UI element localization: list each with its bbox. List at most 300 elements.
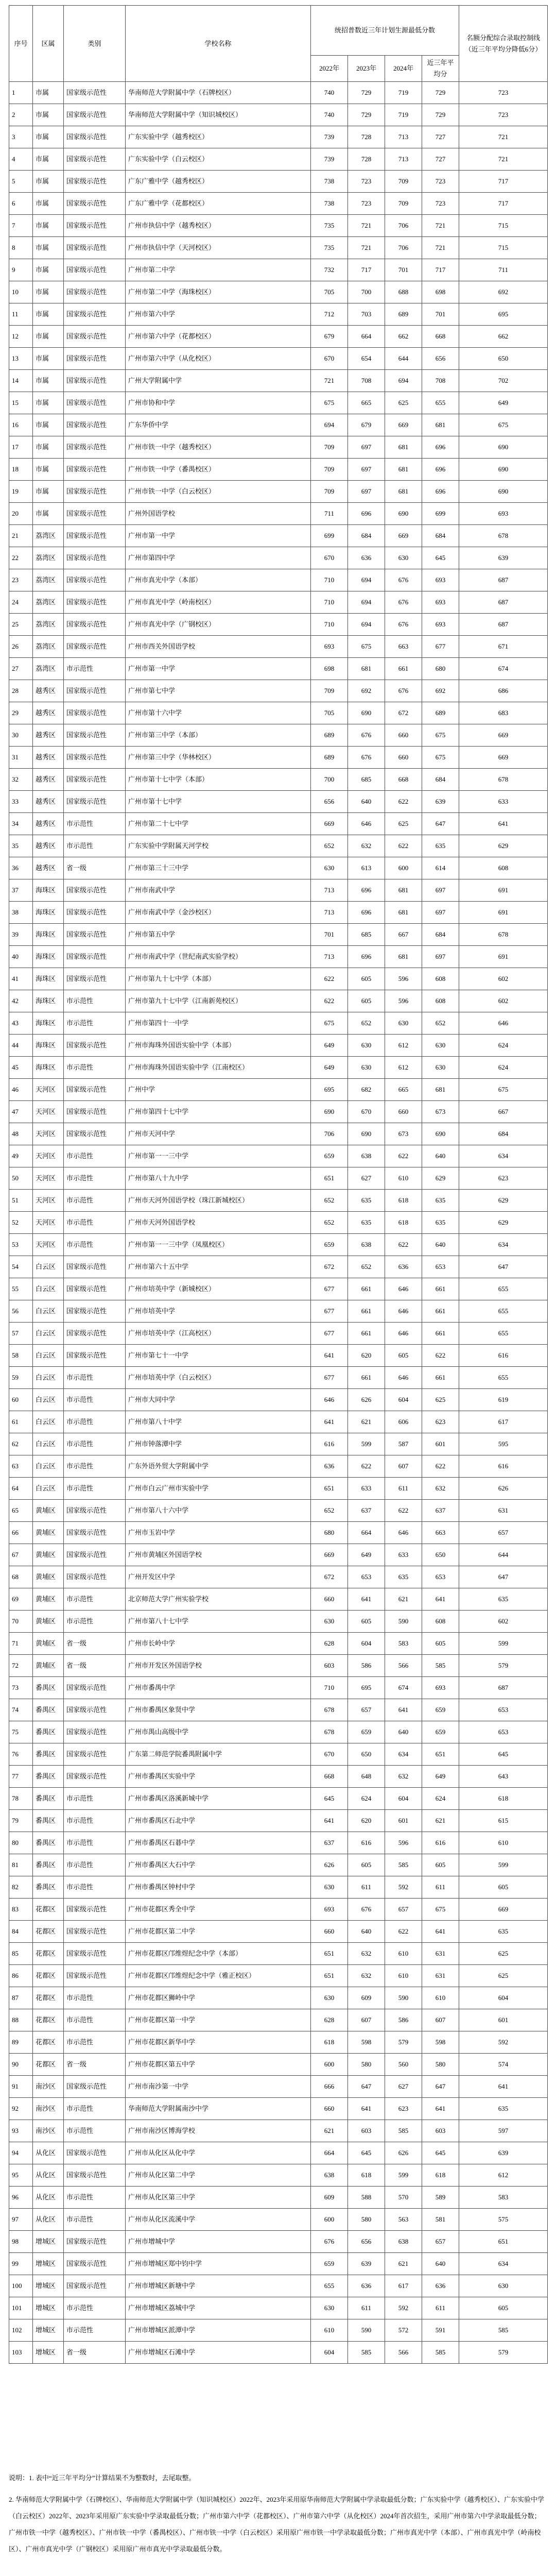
cell-quota: 721	[459, 148, 548, 171]
cell-quota: 678	[459, 525, 548, 547]
table-row	[9, 1345, 548, 1367]
table-row	[9, 1832, 548, 1854]
cell-district: 天河区	[33, 1145, 64, 1167]
cell-category: 国家级示范性	[64, 879, 126, 902]
cell-district: 白云区	[33, 1411, 64, 1433]
cell-avg: 605	[422, 1633, 459, 1655]
cell-no: 85	[9, 1943, 33, 1965]
cell-school: 广州市铁一中学（白云校区）	[126, 481, 311, 503]
cell-category: 国家级示范性	[64, 370, 126, 392]
cell-2023: 694	[348, 569, 385, 591]
cell-2023: 695	[348, 1677, 385, 1699]
cell-category: 市示范性	[64, 1145, 126, 1167]
cell-2022: 636	[311, 1455, 348, 1478]
cell-2024: 681	[385, 879, 422, 902]
cell-2023: 590	[348, 2319, 385, 2342]
cell-2024: 681	[385, 436, 422, 459]
cell-2023: 641	[348, 1588, 385, 1611]
cell-school: 广州市长岭中学	[126, 1633, 311, 1655]
cell-2024: 592	[385, 1876, 422, 1899]
cell-school: 广州市花都区第五中学	[126, 2054, 311, 2076]
cell-category: 国家级示范性	[64, 436, 126, 459]
table-row	[9, 2142, 548, 2164]
cell-no: 57	[9, 1323, 33, 1345]
cell-category: 国家级示范性	[64, 902, 126, 924]
cell-category: 国家级示范性	[64, 82, 126, 104]
cell-2023: 627	[348, 1167, 385, 1190]
cell-avg: 605	[422, 1854, 459, 1876]
cell-no: 93	[9, 2120, 33, 2142]
cell-quota: 644	[459, 1544, 548, 1566]
cell-2024: 625	[385, 813, 422, 835]
cell-school: 华南师范大学附属南沙中学	[126, 2098, 311, 2120]
table-row	[9, 104, 548, 126]
cell-2023: 661	[348, 1323, 385, 1345]
cell-2023: 646	[348, 813, 385, 835]
cell-no: 31	[9, 747, 33, 769]
cell-category: 市示范性	[64, 1611, 126, 1633]
cell-2022: 646	[311, 1389, 348, 1411]
cell-no: 96	[9, 2187, 33, 2209]
cell-no: 68	[9, 1566, 33, 1588]
cell-category: 国家级示范性	[64, 702, 126, 724]
cell-2024: 633	[385, 1544, 422, 1566]
cell-district: 白云区	[33, 1433, 64, 1455]
cell-school: 广州市番禺区洛溪新城中学	[126, 1788, 311, 1810]
cell-2024: 676	[385, 591, 422, 614]
cell-school: 广州市第八十九中学	[126, 1167, 311, 1190]
table-row	[9, 1500, 548, 1522]
table-row	[9, 1190, 548, 1212]
cell-no: 95	[9, 2164, 33, 2187]
cell-school: 广州市培英中学（江高校区）	[126, 1323, 311, 1345]
cell-quota: 653	[459, 1721, 548, 1743]
cell-quota: 617	[459, 1411, 548, 1433]
cell-category: 国家级示范性	[64, 924, 126, 946]
cell-avg: 675	[422, 1899, 459, 1921]
notes-section	[9, 2492, 547, 2576]
cell-no: 65	[9, 1500, 33, 1522]
table-header	[9, 6, 548, 82]
cell-no: 29	[9, 702, 33, 724]
cell-2024: 646	[385, 1367, 422, 1389]
cell-category: 市示范性	[64, 1810, 126, 1832]
table-row	[9, 1411, 548, 1433]
table-row	[9, 326, 548, 348]
cell-2024: 600	[385, 857, 422, 879]
cell-2024: 668	[385, 769, 422, 791]
cell-category: 国家级示范性	[64, 1256, 126, 1278]
cell-district: 越秀区	[33, 835, 64, 857]
table-body	[9, 82, 548, 2364]
cell-2022: 628	[311, 1633, 348, 1655]
cell-district: 市属	[33, 436, 64, 459]
cell-2024: 681	[385, 902, 422, 924]
cell-school: 广州市黄埔区外国语学校	[126, 1544, 311, 1566]
header-2022: 2022年	[311, 56, 348, 82]
cell-district: 南沙区	[33, 2120, 64, 2142]
cell-2023: 586	[348, 1655, 385, 1677]
cell-quota: 597	[459, 2120, 548, 2142]
cell-school: 广州市大同中学	[126, 1389, 311, 1411]
cell-2024: 607	[385, 1455, 422, 1478]
cell-2023: 585	[348, 2342, 385, 2364]
cell-2022: 693	[311, 1899, 348, 1921]
cell-no: 100	[9, 2275, 33, 2297]
cell-school: 广州开发区中学	[126, 1566, 311, 1588]
cell-quota: 610	[459, 1832, 548, 1854]
cell-category: 国家级示范性	[64, 1300, 126, 1323]
cell-category: 市示范性	[64, 1367, 126, 1389]
cell-2024: 596	[385, 1832, 422, 1854]
table-row	[9, 769, 548, 791]
cell-2023: 696	[348, 946, 385, 968]
cell-2024: 681	[385, 946, 422, 968]
cell-avg: 721	[422, 237, 459, 259]
cell-2024: 636	[385, 1256, 422, 1278]
cell-2023: 652	[348, 1012, 385, 1035]
cell-school: 广州市海珠外国语实验中学（江南校区）	[126, 1057, 311, 1079]
cell-quota: 605	[459, 2297, 548, 2319]
cell-2022: 637	[311, 1832, 348, 1854]
cell-2024: 640	[385, 1721, 422, 1743]
cell-2024: 612	[385, 1035, 422, 1057]
cell-avg: 616	[422, 1832, 459, 1854]
cell-2022: 710	[311, 614, 348, 636]
cell-category: 国家级示范性	[64, 1965, 126, 1987]
cell-2024: 709	[385, 171, 422, 193]
cell-2022: 713	[311, 946, 348, 968]
cell-category: 国家级示范性	[64, 1123, 126, 1145]
cell-category: 国家级示范性	[64, 503, 126, 525]
cell-quota: 721	[459, 126, 548, 148]
table-row	[9, 1079, 548, 1101]
cell-2024: 665	[385, 1079, 422, 1101]
cell-category: 国家级示范性	[64, 525, 126, 547]
cell-2024: 669	[385, 414, 422, 436]
cell-category: 市示范性	[64, 1854, 126, 1876]
cell-2024: 646	[385, 1278, 422, 1300]
cell-2023: 721	[348, 215, 385, 237]
cell-avg: 645	[422, 547, 459, 569]
cell-quota: 635	[459, 2098, 548, 2120]
cell-2022: 740	[311, 104, 348, 126]
cell-quota: 639	[459, 547, 548, 569]
cell-quota: 616	[459, 1345, 548, 1367]
cell-no: 70	[9, 1611, 33, 1633]
cell-2022: 659	[311, 2253, 348, 2275]
cell-no: 62	[9, 1433, 33, 1455]
cell-quota: 653	[459, 1699, 548, 1721]
cell-no: 40	[9, 946, 33, 968]
cell-district: 增城区	[33, 2297, 64, 2319]
cell-2024: 660	[385, 747, 422, 769]
cell-2023: 607	[348, 2009, 385, 2031]
cell-quota: 690	[459, 481, 548, 503]
cell-category: 国家级示范性	[64, 1699, 126, 1721]
cell-2022: 641	[311, 1411, 348, 1433]
cell-2023: 636	[348, 2275, 385, 2297]
cell-quota: 693	[459, 503, 548, 525]
cell-2023: 661	[348, 1278, 385, 1300]
cell-quota: 657	[459, 1522, 548, 1544]
cell-no: 19	[9, 481, 33, 503]
cell-category: 国家级示范性	[64, 259, 126, 281]
cell-2024: 566	[385, 2342, 422, 2364]
cell-2023: 654	[348, 348, 385, 370]
cell-no: 102	[9, 2319, 33, 2342]
cell-district: 花都区	[33, 1943, 64, 1965]
cell-2023: 681	[348, 658, 385, 680]
cell-2024: 618	[385, 1212, 422, 1234]
cell-category: 省一级	[64, 857, 126, 879]
cell-avg: 701	[422, 303, 459, 326]
table-row	[9, 2054, 548, 2076]
cell-category: 市示范性	[64, 1389, 126, 1411]
cell-no: 75	[9, 1721, 33, 1743]
cell-district: 荔湾区	[33, 547, 64, 569]
cell-school: 广州市执信中学（越秀校区）	[126, 215, 311, 237]
cell-avg: 661	[422, 1278, 459, 1300]
cell-2024: 622	[385, 1145, 422, 1167]
cell-avg: 645	[422, 2142, 459, 2164]
cell-2022: 698	[311, 658, 348, 680]
table-row	[9, 591, 548, 614]
cell-quota: 619	[459, 1389, 548, 1411]
cell-school: 广州市第二中学（海珠校区）	[126, 281, 311, 303]
cell-no: 30	[9, 724, 33, 747]
cell-no: 39	[9, 924, 33, 946]
cell-category: 市示范性	[64, 658, 126, 680]
cell-district: 市属	[33, 370, 64, 392]
table-row	[9, 2342, 548, 2364]
table-row	[9, 1943, 548, 1965]
cell-avg: 689	[422, 702, 459, 724]
cell-quota: 695	[459, 303, 548, 326]
table-row	[9, 2297, 548, 2319]
cell-2024: 676	[385, 680, 422, 702]
cell-2024: 610	[385, 1965, 422, 1987]
cell-2023: 728	[348, 148, 385, 171]
cell-quota: 599	[459, 1854, 548, 1876]
cell-school: 华南师范大学附属中学（石牌校区）	[126, 82, 311, 104]
cell-2024: 605	[385, 1345, 422, 1367]
cell-2023: 703	[348, 303, 385, 326]
cell-school: 广州市第四中学	[126, 547, 311, 569]
cell-school: 华南师范大学附属中学（知识城校区）	[126, 104, 311, 126]
cell-avg: 656	[422, 348, 459, 370]
cell-avg: 727	[422, 126, 459, 148]
cell-2023: 650	[348, 1743, 385, 1766]
cell-2024: 566	[385, 1655, 422, 1677]
table-row	[9, 1721, 548, 1743]
cell-no: 88	[9, 2009, 33, 2031]
cell-2022: 610	[311, 2319, 348, 2342]
cell-2022: 603	[311, 1655, 348, 1677]
cell-2022: 738	[311, 193, 348, 215]
table-row	[9, 1389, 548, 1411]
cell-2022: 651	[311, 1167, 348, 1190]
cell-no: 45	[9, 1057, 33, 1079]
table-row	[9, 1766, 548, 1788]
cell-2023: 640	[348, 791, 385, 813]
cell-2023: 692	[348, 680, 385, 702]
cell-category: 市示范性	[64, 1234, 126, 1256]
cell-2024: 611	[385, 1478, 422, 1500]
cell-avg: 630	[422, 1035, 459, 1057]
cell-category: 市示范性	[64, 1433, 126, 1455]
cell-district: 海珠区	[33, 990, 64, 1012]
table-row	[9, 1455, 548, 1478]
table-row	[9, 879, 548, 902]
cell-quota: 723	[459, 82, 548, 104]
cell-school: 广东实验中学（越秀校区）	[126, 126, 311, 148]
cell-no: 55	[9, 1278, 33, 1300]
table-footer-note: 说明：1. 表中“近三年平均分”计算结果不为整数时，去尾取整。	[9, 2474, 196, 2482]
cell-district: 从化区	[33, 2164, 64, 2187]
cell-school: 广州市从化区第三中学	[126, 2187, 311, 2209]
cell-school: 广州市花都区邝维煜纪念中学（本部）	[126, 1943, 311, 1965]
cell-avg: 673	[422, 1101, 459, 1123]
cell-school: 广州市第九十七中学（本部）	[126, 968, 311, 990]
cell-2022: 689	[311, 724, 348, 747]
cell-category: 市示范性	[64, 1057, 126, 1079]
cell-category: 省一级	[64, 1655, 126, 1677]
cell-2024: 625	[385, 392, 422, 414]
cell-2023: 598	[348, 2031, 385, 2054]
table-row	[9, 791, 548, 813]
table-row	[9, 1323, 548, 1345]
cell-2024: 563	[385, 2209, 422, 2231]
cell-school: 广州市番禺区大石中学	[126, 1854, 311, 1876]
cell-2024: 690	[385, 503, 422, 525]
cell-no: 7	[9, 215, 33, 237]
cell-2024: 669	[385, 525, 422, 547]
cell-avg: 651	[422, 1743, 459, 1766]
cell-2022: 670	[311, 348, 348, 370]
cell-quota: 669	[459, 747, 548, 769]
cell-2022: 630	[311, 1876, 348, 1899]
cell-category: 市示范性	[64, 2009, 126, 2031]
cell-category: 省一级	[64, 1633, 126, 1655]
cell-school: 广东广雅中学（越秀校区）	[126, 171, 311, 193]
cell-quota: 691	[459, 879, 548, 902]
cell-category: 国家级示范性	[64, 946, 126, 968]
cell-no: 24	[9, 591, 33, 614]
cell-no: 78	[9, 1788, 33, 1810]
cell-avg: 640	[422, 1234, 459, 1256]
cell-2022: 670	[311, 1743, 348, 1766]
cell-quota: 646	[459, 1012, 548, 1035]
cell-quota: 608	[459, 857, 548, 879]
cell-quota: 623	[459, 1167, 548, 1190]
cell-district: 番禺区	[33, 1743, 64, 1766]
cell-avg: 675	[422, 747, 459, 769]
cell-no: 20	[9, 503, 33, 525]
table-row	[9, 1743, 548, 1766]
cell-school: 广州市培英中学（白云校区）	[126, 1367, 311, 1389]
cell-quota: 643	[459, 1766, 548, 1788]
cell-avg: 623	[422, 1411, 459, 1433]
cell-avg: 684	[422, 769, 459, 791]
cell-district: 黄埔区	[33, 1633, 64, 1655]
cell-2023: 657	[348, 1699, 385, 1721]
cell-no: 14	[9, 370, 33, 392]
cell-avg: 641	[422, 2098, 459, 2120]
cell-2022: 738	[311, 171, 348, 193]
cell-no: 10	[9, 281, 33, 303]
cell-2023: 696	[348, 503, 385, 525]
cell-2024: 646	[385, 1522, 422, 1544]
cell-2023: 729	[348, 104, 385, 126]
cell-no: 67	[9, 1544, 33, 1566]
cell-school: 广州市第一中学	[126, 658, 311, 680]
cell-avg: 581	[422, 2209, 459, 2231]
cell-avg: 608	[422, 968, 459, 990]
cell-district: 天河区	[33, 1212, 64, 1234]
cell-category: 国家级示范性	[64, 1899, 126, 1921]
table-row	[9, 2009, 548, 2031]
cell-2022: 651	[311, 1965, 348, 1987]
cell-2023: 685	[348, 924, 385, 946]
cell-2023: 632	[348, 1965, 385, 1987]
cell-district: 海珠区	[33, 946, 64, 968]
cell-no: 5	[9, 171, 33, 193]
cell-no: 76	[9, 1743, 33, 1766]
cell-no: 99	[9, 2253, 33, 2275]
cell-2022: 622	[311, 990, 348, 1012]
cell-no: 58	[9, 1345, 33, 1367]
cell-avg: 668	[422, 326, 459, 348]
cell-2022: 705	[311, 702, 348, 724]
table-row	[9, 193, 548, 215]
cell-school: 广州市花都区新华中学	[126, 2031, 311, 2054]
cell-school: 广州市白云广州市实验中学	[126, 1478, 311, 1500]
cell-category: 国家级示范性	[64, 680, 126, 702]
cell-no: 3	[9, 126, 33, 148]
cell-district: 市属	[33, 326, 64, 348]
cell-quota: 702	[459, 370, 548, 392]
cell-avg: 625	[422, 1389, 459, 1411]
cell-2022: 675	[311, 392, 348, 414]
cell-avg: 698	[422, 281, 459, 303]
cell-2023: 632	[348, 1943, 385, 1965]
note-paragraph-2: 2. 华南师范大学附属中学（石牌校区）、华南师范大学附属中学（知识城校区）2022年、2023年采用原华南师范大学附属中学录取最低分数；广东实验中学（越秀校区）、广东实验中学（白云校区）2022年、2023年采用原广东实验中学录取最低分数；广州市第六中学（花都校区）、广州市第六中学（从化校区）2024年首次招生，采用广州市第六中学录取最低分数；广州市铁一中学（越秀校区）、广州市铁一中学（番禺校区）、广州市铁一中学（白云校区）采用原广州市铁一中学录取最低分数；广州市真光中学（本部）、广州市真光中学（岭南校区）、广州市真光中学（广钢校区）采用原广州市真光中学录取最低分数。	[9, 2496, 545, 2553]
cell-avg: 635	[422, 835, 459, 857]
cell-2024: 638	[385, 2231, 422, 2253]
cell-category: 国家级示范性	[64, 1721, 126, 1743]
cell-2023: 638	[348, 1145, 385, 1167]
table-row	[9, 1478, 548, 1500]
cell-2024: 660	[385, 724, 422, 747]
header-quota-line: 名额分配综合录取控制线（近三年平均分降低6分）	[459, 6, 548, 82]
cell-no: 61	[9, 1411, 33, 1433]
cell-avg: 640	[422, 2253, 459, 2275]
cell-quota: 678	[459, 769, 548, 791]
cell-district: 南沙区	[33, 2076, 64, 2098]
cell-2023: 676	[348, 1899, 385, 1921]
cell-avg: 622	[422, 1345, 459, 1367]
cell-2022: 705	[311, 281, 348, 303]
cell-2024: 622	[385, 1234, 422, 1256]
cell-category: 国家级示范性	[64, 769, 126, 791]
cell-2023: 676	[348, 747, 385, 769]
table-row	[9, 237, 548, 259]
cell-quota: 667	[459, 1101, 548, 1123]
cell-2024: 660	[385, 1101, 422, 1123]
cell-no: 54	[9, 1256, 33, 1278]
cell-school: 广州市第七中学	[126, 680, 311, 702]
